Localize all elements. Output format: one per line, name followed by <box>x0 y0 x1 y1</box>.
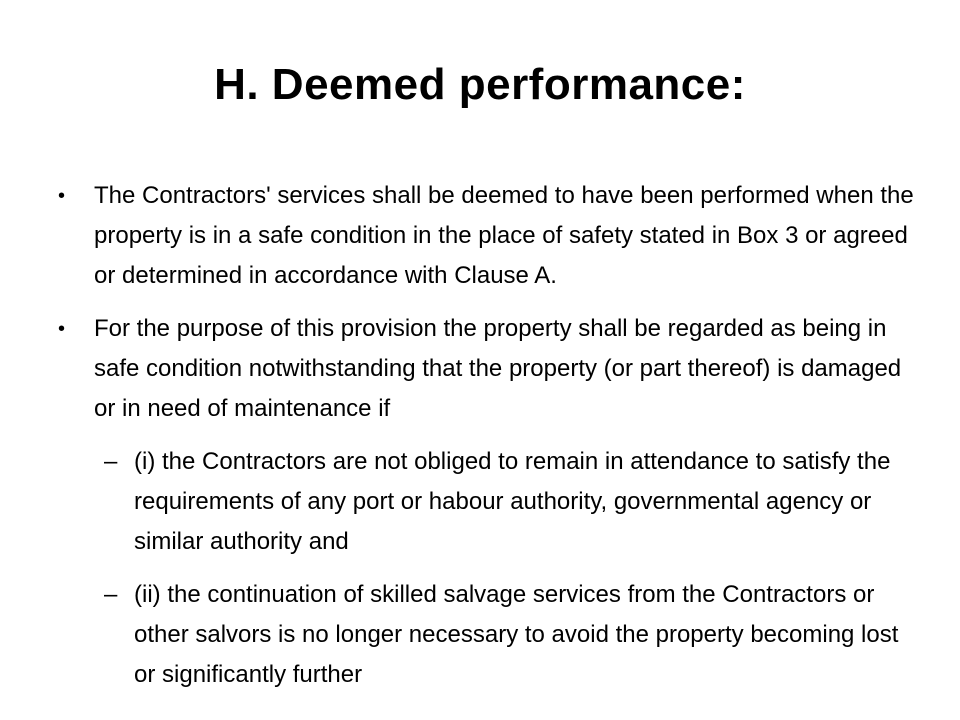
sub-bullet-item <box>58 575 918 695</box>
bullet-marker: • <box>58 185 66 207</box>
sub-bullet-marker: – <box>104 448 118 475</box>
slide-content <box>58 176 918 708</box>
sub-bullet-marker: – <box>104 581 118 608</box>
sub-bullet-item <box>58 442 918 562</box>
sub-bullet-text: (i) the Contractors are not obliged to remain in attendance to satisfy the requirements of any port or habour authority, governmental agency or similar authority and <box>134 448 891 555</box>
sub-bullet-text: (ii) the continuation of skilled salvage services from the Contractors or other salvors is no longer necessary to avoid the property becoming lost or significantly further <box>134 581 899 688</box>
bullet-item <box>58 176 918 296</box>
bullet-item <box>58 309 918 429</box>
bullet-text: The Contractors' services shall be deemed to have been performed when the property is in a safe condition in the place of safety stated in Box 3 or agreed or determined in accordance with Clause A. <box>94 182 914 289</box>
slide-title: H. Deemed performance: <box>214 60 746 109</box>
bullet-text: For the purpose of this provision the property shall be regarded as being in safe condition notwithstanding that the property (or part thereof) is damaged or in need of maintenance if <box>94 315 902 422</box>
bullet-marker: • <box>58 318 66 340</box>
